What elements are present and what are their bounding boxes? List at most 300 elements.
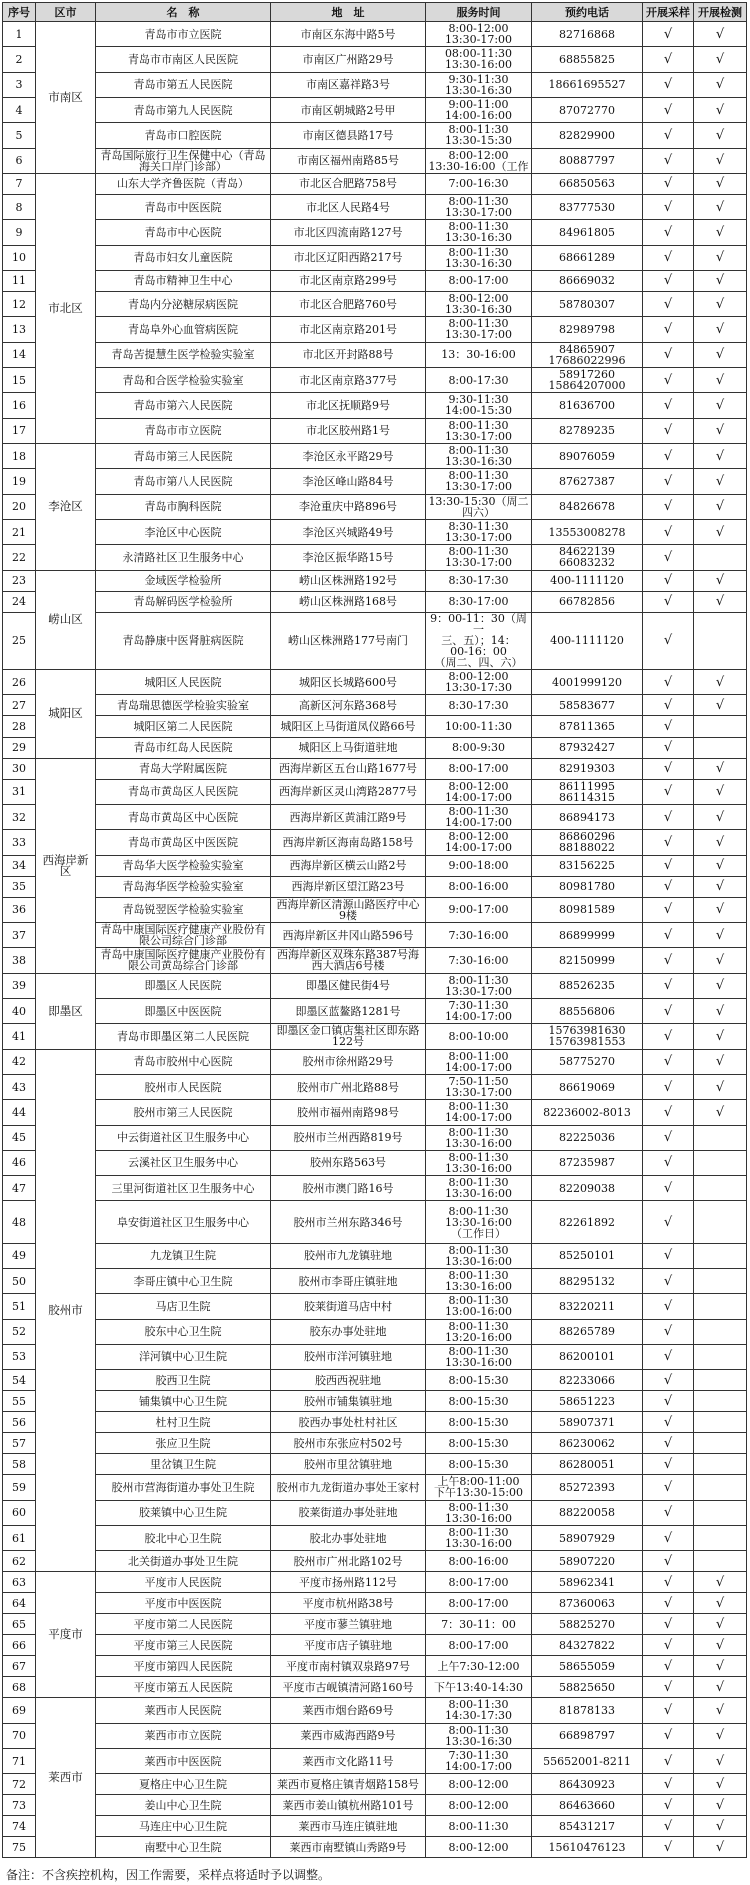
site-name: 胶北中心卫生院 [96, 1525, 271, 1550]
service-time: 8:00-12:00 13:30-16:00（工作 [426, 148, 532, 173]
site-name: 平度市第四人民医院 [96, 1656, 271, 1677]
sampling-check: √ [643, 519, 694, 544]
table-row [3, 47, 747, 72]
sampling-check: √ [643, 1319, 694, 1344]
site-name: 城阳区人民医院 [96, 670, 271, 695]
service-time: 7:30-16:00 [426, 948, 532, 973]
site-name: 马店卫生院 [96, 1294, 271, 1319]
testing-check: √ [694, 245, 747, 270]
site-address: 李沧区振华路15号 [271, 545, 426, 570]
sampling-check: √ [643, 876, 694, 897]
footnote: 备注：不含疾控机构，因工作需要，采样点将适时予以调整。 [6, 1868, 331, 1882]
service-time: 8:00-11:30 13:30-15:30 [426, 123, 532, 148]
appointment-phone: 58780307 [532, 291, 643, 316]
row-number: 5 [3, 123, 36, 148]
sampling-check: √ [643, 443, 694, 468]
appointment-phone: 87360063 [532, 1593, 643, 1614]
testing-check [694, 1243, 747, 1268]
site-name: 洋河镇中心卫生院 [96, 1344, 271, 1369]
appointment-phone: 86200101 [532, 1344, 643, 1369]
site-name: 青岛中康国际医疗健康产业股份有限公司综合门诊部 [96, 922, 271, 947]
table-row [3, 1525, 747, 1550]
site-name: 九龙镇卫生院 [96, 1243, 271, 1268]
appointment-phone: 82233066 [532, 1370, 643, 1391]
testing-sites-table [2, 2, 747, 1858]
site-address: 胶州市洋河镇驻地 [271, 1344, 426, 1369]
table-row [3, 1344, 747, 1369]
table-row [3, 469, 747, 494]
row-number: 10 [3, 245, 36, 270]
row-number: 48 [3, 1201, 36, 1243]
testing-check: √ [694, 1795, 747, 1816]
sampling-check: √ [643, 1593, 694, 1614]
testing-check [694, 1319, 747, 1344]
testing-check: √ [694, 97, 747, 122]
site-address: 莱西市姜山镇杭州路101号 [271, 1795, 426, 1816]
service-time: 8:00-17:00 [426, 270, 532, 291]
site-address: 平度市扬州路112号 [271, 1572, 426, 1593]
table-row [3, 695, 747, 716]
service-time: 上午7:30-12:00 [426, 1656, 532, 1677]
service-time: 8:00-11:00 14:00-17:00 [426, 1049, 532, 1074]
appointment-phone: 86280051 [532, 1454, 643, 1475]
testing-check: √ [694, 670, 747, 695]
testing-check: √ [694, 804, 747, 829]
service-time: 8:00-11:30 13:30-16:00 [426, 1268, 532, 1293]
service-time: 8:00-12:00 14:00-17:00 [426, 779, 532, 804]
appointment-phone: 82150999 [532, 948, 643, 973]
sampling-check: √ [643, 367, 694, 392]
testing-check: √ [694, 123, 747, 148]
service-time: 7:00-16:30 [426, 173, 532, 194]
service-time: 8:00-15:30 [426, 1433, 532, 1454]
table-row [3, 670, 747, 695]
site-address: 李沧重庆中路896号 [271, 494, 426, 519]
site-address: 胶莱街道办事处驻地 [271, 1500, 426, 1525]
site-address: 胶州市兰州东路346号 [271, 1201, 426, 1243]
row-number: 2 [3, 47, 36, 72]
table-row [3, 1391, 747, 1412]
district-cell: 西海岸新区 [36, 758, 96, 973]
row-number: 1 [3, 22, 36, 47]
testing-check: √ [694, 1074, 747, 1099]
header-no: 序号 [3, 3, 36, 22]
site-address: 莱西市夏格庄镇青烟路158号 [271, 1774, 426, 1795]
row-number: 7 [3, 173, 36, 194]
service-time: 7：30-11：00 [426, 1614, 532, 1635]
row-number: 67 [3, 1656, 36, 1677]
service-time: 8:00-11:30 14:00-17:00 [426, 804, 532, 829]
table-row [3, 779, 747, 804]
testing-check [694, 716, 747, 737]
site-address: 胶北办事处驻地 [271, 1525, 426, 1550]
row-number: 20 [3, 494, 36, 519]
district-cell: 市北区 [36, 173, 96, 443]
testing-check: √ [694, 367, 747, 392]
site-name: 里岔镇卫生院 [96, 1454, 271, 1475]
site-address: 市北区人民路4号 [271, 194, 426, 219]
appointment-phone: 86894173 [532, 804, 643, 829]
site-name: 平度市第三人民医院 [96, 1635, 271, 1656]
appointment-phone: 88295132 [532, 1268, 643, 1293]
table-row [3, 1294, 747, 1319]
site-address: 市北区四流南路127号 [271, 220, 426, 245]
site-address: 崂山区株洲路177号南门 [271, 612, 426, 670]
table-row [3, 1816, 747, 1837]
site-address: 市北区抚顺路9号 [271, 393, 426, 418]
testing-check: √ [694, 393, 747, 418]
sampling-check: √ [643, 494, 694, 519]
row-number: 36 [3, 897, 36, 922]
testing-check [694, 737, 747, 758]
sampling-check: √ [643, 1454, 694, 1475]
table-row [3, 591, 747, 612]
testing-check: √ [694, 342, 747, 367]
row-number: 52 [3, 1319, 36, 1344]
appointment-phone: 15610476123 [532, 1837, 643, 1858]
table-row [3, 1454, 747, 1475]
appointment-phone: 400-1111120 [532, 612, 643, 670]
site-address: 胶州市九龙街道办事处王家村 [271, 1475, 426, 1500]
site-name: 青岛华大医学检验实验室 [96, 855, 271, 876]
sampling-check: √ [643, 418, 694, 443]
table-row [3, 1243, 747, 1268]
table-row [3, 342, 747, 367]
site-address: 胶州市里岔镇驻地 [271, 1454, 426, 1475]
testing-check: √ [694, 948, 747, 973]
appointment-phone: 83220211 [532, 1294, 643, 1319]
site-name: 莱西市中医医院 [96, 1748, 271, 1773]
sampling-check: √ [643, 1551, 694, 1572]
appointment-phone: 85272393 [532, 1475, 643, 1500]
district-cell: 市南区 [36, 22, 96, 174]
testing-check [694, 1475, 747, 1500]
service-time: 8:00-16:00 [426, 1551, 532, 1572]
appointment-phone: 86669032 [532, 270, 643, 291]
service-time: 8:00-11:30 13:30-17:00 [426, 469, 532, 494]
site-name: 李沧区中心医院 [96, 519, 271, 544]
sampling-check: √ [643, 97, 694, 122]
table-row [3, 570, 747, 591]
table-row [3, 1723, 747, 1748]
testing-check: √ [694, 1572, 747, 1593]
appointment-phone: 84865907 17686022996 [532, 342, 643, 367]
appointment-phone: 83156225 [532, 855, 643, 876]
table-row [3, 1176, 747, 1201]
testing-check: √ [694, 922, 747, 947]
site-address: 西海岸新区横云山路2号 [271, 855, 426, 876]
testing-check: √ [694, 494, 747, 519]
site-name: 杜村卫生院 [96, 1412, 271, 1433]
appointment-phone: 68855825 [532, 47, 643, 72]
site-address: 即墨区金口镇店集社区即东路 122号 [271, 1024, 426, 1049]
table-row [3, 1433, 747, 1454]
sampling-check: √ [643, 1370, 694, 1391]
service-time: 8:00-11:30 13:30-16:00 [426, 1525, 532, 1550]
site-name: 马连庄中心卫生院 [96, 1816, 271, 1837]
site-address: 城阳区长城路600号 [271, 670, 426, 695]
table-row [3, 716, 747, 737]
sampling-check: √ [643, 1201, 694, 1243]
sampling-check: √ [643, 22, 694, 47]
district-cell: 平度市 [36, 1572, 96, 1698]
service-time: 8:00-11:30 13:30-16:00 [426, 1243, 532, 1268]
site-name: 青岛市红岛人民医院 [96, 737, 271, 758]
sampling-check: √ [643, 1698, 694, 1723]
service-time: 8:00-16:00 [426, 876, 532, 897]
sampling-check: √ [643, 1816, 694, 1837]
site-name: 铺集镇中心卫生院 [96, 1391, 271, 1412]
appointment-phone: 80981589 [532, 897, 643, 922]
row-number: 70 [3, 1723, 36, 1748]
row-number: 51 [3, 1294, 36, 1319]
testing-check: √ [694, 570, 747, 591]
site-address: 李沧区峰山路84号 [271, 469, 426, 494]
site-name: 青岛市市南区人民医院 [96, 47, 271, 72]
site-name: 云溪社区卫生服务中心 [96, 1150, 271, 1175]
appointment-phone: 86860296 88188022 [532, 830, 643, 855]
appointment-phone: 58651223 [532, 1391, 643, 1412]
sampling-check: √ [643, 72, 694, 97]
site-address: 胶州市徐州路29号 [271, 1049, 426, 1074]
table-row [3, 1370, 747, 1391]
sampling-check: √ [643, 1412, 694, 1433]
testing-check [694, 612, 747, 670]
testing-check: √ [694, 194, 747, 219]
site-name: 青岛国际旅行卫生保健中心（青岛海关口岸门诊部） [96, 148, 271, 173]
table-row [3, 758, 747, 779]
row-number: 30 [3, 758, 36, 779]
district-cell: 李沧区 [36, 443, 96, 570]
sampling-check: √ [643, 220, 694, 245]
site-name: 平度市第二人民医院 [96, 1614, 271, 1635]
table-row [3, 123, 747, 148]
row-number: 73 [3, 1795, 36, 1816]
table-row [3, 97, 747, 122]
sampling-check: √ [643, 1268, 694, 1293]
row-number: 71 [3, 1748, 36, 1773]
site-address: 西海岸新区清源山路医疗中心 9楼 [271, 897, 426, 922]
testing-check: √ [694, 291, 747, 316]
row-number: 34 [3, 855, 36, 876]
site-address: 胶州东路563号 [271, 1150, 426, 1175]
appointment-phone: 58962341 [532, 1572, 643, 1593]
row-number: 69 [3, 1698, 36, 1723]
header-address: 地 址 [271, 3, 426, 22]
service-time: 9:00-17:00 [426, 897, 532, 922]
testing-check [694, 1201, 747, 1243]
sampling-check: √ [643, 1391, 694, 1412]
sampling-check: √ [643, 194, 694, 219]
site-name: 青岛市黄岛区人民医院 [96, 779, 271, 804]
row-number: 41 [3, 1024, 36, 1049]
appointment-phone: 87235987 [532, 1150, 643, 1175]
header-row [3, 3, 747, 22]
appointment-phone: 88526235 [532, 973, 643, 998]
site-address: 市南区德县路17号 [271, 123, 426, 148]
testing-check: √ [694, 1024, 747, 1049]
service-time: 8:00-12:00 13:30-16:30 [426, 291, 532, 316]
service-time: 8:00-10:00 [426, 1024, 532, 1049]
row-number: 19 [3, 469, 36, 494]
row-number: 45 [3, 1125, 36, 1150]
row-number: 17 [3, 418, 36, 443]
service-time: 8:00-11:30 13:30-16:00 [426, 1125, 532, 1150]
appointment-phone: 88220058 [532, 1500, 643, 1525]
site-address: 平度市店子镇驻地 [271, 1635, 426, 1656]
site-name: 张应卫生院 [96, 1433, 271, 1454]
row-number: 63 [3, 1572, 36, 1593]
testing-check: √ [694, 443, 747, 468]
table-row [3, 1614, 747, 1635]
appointment-phone: 82789235 [532, 418, 643, 443]
appointment-phone: 84961805 [532, 220, 643, 245]
table-row [3, 1572, 747, 1593]
testing-check [694, 1454, 747, 1475]
testing-check: √ [694, 1656, 747, 1677]
site-name: 青岛阜外心血管病医院 [96, 317, 271, 342]
site-address: 城阳区上马街道驻地 [271, 737, 426, 758]
appointment-phone: 88556806 [532, 998, 643, 1023]
site-name: 青岛市中心医院 [96, 220, 271, 245]
table-row [3, 1268, 747, 1293]
table-row [3, 367, 747, 392]
table-row [3, 876, 747, 897]
site-name: 即墨区中医医院 [96, 998, 271, 1023]
table-row [3, 1593, 747, 1614]
site-address: 胶州市广州北路88号 [271, 1074, 426, 1099]
table-row [3, 148, 747, 173]
site-address: 莱西市威海西路9号 [271, 1723, 426, 1748]
table-row [3, 737, 747, 758]
site-name: 北关街道办事处卫生院 [96, 1551, 271, 1572]
table-row [3, 1475, 747, 1500]
site-name: 姜山中心卫生院 [96, 1795, 271, 1816]
header-service-time: 服务时间 [426, 3, 532, 22]
site-address: 市南区东海中路5号 [271, 22, 426, 47]
service-time: 8:00-11:30 13:30-17:00 [426, 418, 532, 443]
table-row [3, 1412, 747, 1433]
sampling-check: √ [643, 1677, 694, 1698]
row-number: 33 [3, 830, 36, 855]
row-number: 43 [3, 1074, 36, 1099]
appointment-phone: 58907371 [532, 1412, 643, 1433]
testing-check: √ [694, 779, 747, 804]
appointment-phone: 58917260 15864207000 [532, 367, 643, 392]
site-address: 胶州市铺集镇驻地 [271, 1391, 426, 1412]
table-row [3, 1125, 747, 1150]
table-row [3, 270, 747, 291]
sampling-check: √ [643, 973, 694, 998]
site-name: 青岛市市立医院 [96, 22, 271, 47]
testing-check: √ [694, 317, 747, 342]
site-address: 莱西市马连庄镇驻地 [271, 1816, 426, 1837]
service-time: 9:00-11:00 14:00-16:00 [426, 97, 532, 122]
site-address: 市北区合肥路760号 [271, 291, 426, 316]
row-number: 65 [3, 1614, 36, 1635]
table-row [3, 1100, 747, 1125]
sampling-check: √ [643, 830, 694, 855]
testing-check [694, 1500, 747, 1525]
site-name: 城阳区第二人民医院 [96, 716, 271, 737]
service-time: 8:00-11:30 [426, 1816, 532, 1837]
sampling-check: √ [643, 1475, 694, 1500]
service-time: 8:00-11:30 13:30-16:00 （工作日） [426, 1201, 532, 1243]
site-name: 平度市人民医院 [96, 1572, 271, 1593]
row-number: 11 [3, 270, 36, 291]
site-address: 胶东办事处驻地 [271, 1319, 426, 1344]
table-row [3, 317, 747, 342]
service-time: 8:00-12:00 [426, 1774, 532, 1795]
service-time: 8:00-11:30 14:30-17:30 [426, 1698, 532, 1723]
site-address: 市北区南京路201号 [271, 317, 426, 342]
sampling-check: √ [643, 922, 694, 947]
row-number: 38 [3, 948, 36, 973]
site-address: 西海岸新区双珠东路387号海西大酒店6号楼 [271, 948, 426, 973]
site-name: 青岛市第八人民医院 [96, 469, 271, 494]
table-row [3, 291, 747, 316]
service-time: 8:00-11:30 13:30-16:00 [426, 1176, 532, 1201]
sampling-check: √ [643, 1774, 694, 1795]
sampling-check: √ [643, 123, 694, 148]
site-name: 夏格庄中心卫生院 [96, 1774, 271, 1795]
appointment-phone: 86899999 [532, 922, 643, 947]
site-address: 市南区广州路29号 [271, 47, 426, 72]
row-number: 16 [3, 393, 36, 418]
row-number: 74 [3, 1816, 36, 1837]
site-name: 胶西卫生院 [96, 1370, 271, 1391]
sampling-check: √ [643, 670, 694, 695]
testing-check: √ [694, 1698, 747, 1723]
appointment-phone: 82236002-8013 [532, 1100, 643, 1125]
service-time: 7:30-11:30 14:00-17:00 [426, 1748, 532, 1773]
testing-check: √ [694, 519, 747, 544]
sampling-check: √ [643, 47, 694, 72]
testing-check [694, 1294, 747, 1319]
service-time: 8:00-12:00 [426, 1795, 532, 1816]
appointment-phone: 58775270 [532, 1049, 643, 1074]
testing-check: √ [694, 695, 747, 716]
row-number: 27 [3, 695, 36, 716]
testing-check: √ [694, 22, 747, 47]
table-row [3, 72, 747, 97]
row-number: 59 [3, 1475, 36, 1500]
site-address: 平度市南村镇双泉路97号 [271, 1656, 426, 1677]
table-row [3, 220, 747, 245]
site-address: 西海岸新区五台山路1677号 [271, 758, 426, 779]
appointment-phone: 85431217 [532, 1816, 643, 1837]
appointment-phone: 86430923 [532, 1774, 643, 1795]
service-time: 9:30-11:30 13:30-16:30 [426, 72, 532, 97]
testing-check: √ [694, 998, 747, 1023]
row-number: 32 [3, 804, 36, 829]
service-time: 8:00-12:00 [426, 1837, 532, 1858]
sampling-check: √ [643, 1024, 694, 1049]
service-time: 8:00-17:00 [426, 1635, 532, 1656]
site-address: 城阳区上马街道凤仪路66号 [271, 716, 426, 737]
site-name: 胶州市营海街道办事处卫生院 [96, 1475, 271, 1500]
table-row [3, 998, 747, 1023]
service-time: 10:00-11:30 [426, 716, 532, 737]
table-row [3, 1748, 747, 1773]
sampling-check: √ [643, 1723, 694, 1748]
appointment-phone: 82225036 [532, 1125, 643, 1150]
sampling-check: √ [643, 948, 694, 973]
appointment-phone: 58907220 [532, 1551, 643, 1572]
sampling-check: √ [643, 804, 694, 829]
site-name: 青岛市第六人民医院 [96, 393, 271, 418]
sampling-check: √ [643, 1150, 694, 1175]
